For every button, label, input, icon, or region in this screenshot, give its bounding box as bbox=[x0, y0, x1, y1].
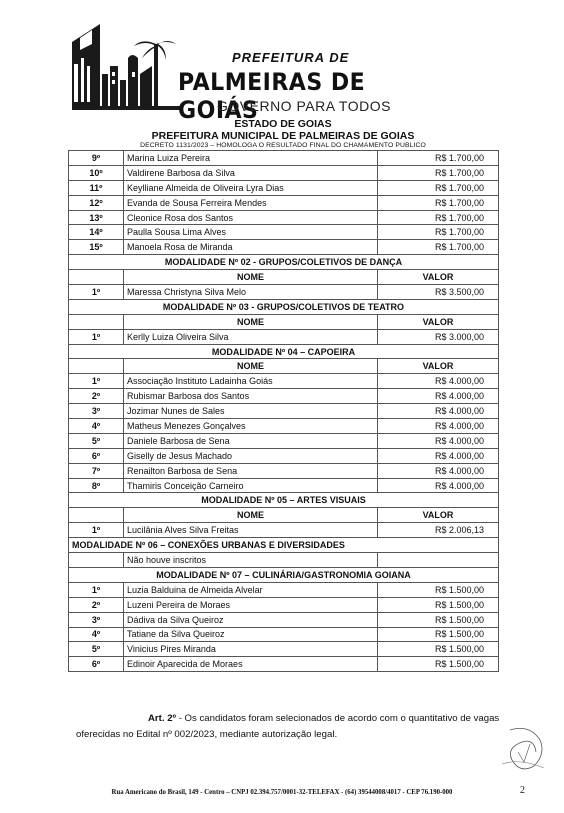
value-cell: R$ 1.700,00 bbox=[378, 225, 499, 240]
page-footer: Rua Americano do Brasil, 149 - Centro – CNPJ 02.394.757/0001-32-TELEFAX - (64) 39544008/4017 - CEP 76.190-000 bbox=[111, 789, 453, 796]
rank-cell: 14º bbox=[69, 225, 124, 240]
table-row bbox=[69, 404, 499, 419]
table-row bbox=[69, 553, 499, 568]
table-row bbox=[69, 642, 499, 657]
table-row bbox=[69, 463, 499, 478]
value-header: VALOR bbox=[378, 270, 499, 285]
rank-cell: 5º bbox=[69, 642, 124, 657]
section-title: MODALIDADE Nº 04 – CAPOEIRA bbox=[69, 344, 499, 359]
section-row bbox=[69, 493, 499, 508]
blank-header-cell bbox=[69, 359, 124, 374]
rank-cell: 2º bbox=[69, 597, 124, 612]
column-header-row bbox=[69, 270, 499, 285]
value-cell: R$ 1.500,00 bbox=[378, 642, 499, 657]
blank-header-cell bbox=[69, 314, 124, 329]
section-title: MODALIDADE Nº 06 – CONEXÕES URBANAS E DIVERSIDADES bbox=[69, 538, 499, 553]
rank-cell: 1º bbox=[69, 582, 124, 597]
column-header-row bbox=[69, 359, 499, 374]
name-cell: Daniele Barbosa de Sena bbox=[124, 433, 378, 448]
table-row bbox=[69, 612, 499, 627]
palm-city-emblem bbox=[72, 14, 182, 114]
value-cell: R$ 1.500,00 bbox=[378, 657, 499, 672]
rank-cell: 10º bbox=[69, 165, 124, 180]
section-row bbox=[69, 567, 499, 582]
rank-cell: 8º bbox=[69, 478, 124, 493]
logo-city-name: PALMEIRAS DE GOIÁS bbox=[178, 68, 366, 124]
table-row bbox=[69, 627, 499, 642]
name-cell: Luzeni Pereira de Moraes bbox=[124, 597, 378, 612]
value-header: VALOR bbox=[378, 314, 499, 329]
table-row bbox=[69, 597, 499, 612]
name-cell: Evanda de Sousa Ferreira Mendes bbox=[124, 195, 378, 210]
value-cell: R$ 1.700,00 bbox=[378, 180, 499, 195]
rank-cell: 3º bbox=[69, 612, 124, 627]
table-row bbox=[69, 285, 499, 300]
rank-cell: 2º bbox=[69, 389, 124, 404]
value-cell: R$ 4.000,00 bbox=[378, 404, 499, 419]
section-row bbox=[69, 344, 499, 359]
name-cell: Matheus Menezes Gonçalves bbox=[124, 419, 378, 434]
rank-cell: 9º bbox=[69, 151, 124, 166]
value-cell: R$ 4.000,00 bbox=[378, 433, 499, 448]
blank-cell bbox=[378, 553, 499, 568]
table-row bbox=[69, 374, 499, 389]
value-cell: R$ 4.000,00 bbox=[378, 419, 499, 434]
name-cell: Manoela Rosa de Miranda bbox=[124, 240, 378, 255]
table-row bbox=[69, 389, 499, 404]
column-header-row bbox=[69, 508, 499, 523]
table-row bbox=[69, 225, 499, 240]
table-row bbox=[69, 151, 499, 166]
value-cell: R$ 4.000,00 bbox=[378, 448, 499, 463]
municipality-heading: PREFEITURA MUNICIPAL DE PALMEIRAS DE GOIAS bbox=[151, 130, 415, 142]
table-row bbox=[69, 523, 499, 538]
name-cell: Cleonice Rosa dos Santos bbox=[124, 210, 378, 225]
table-row bbox=[69, 180, 499, 195]
name-cell: Paulla Sousa Lima Alves bbox=[124, 225, 378, 240]
table-row bbox=[69, 210, 499, 225]
table-row bbox=[69, 329, 499, 344]
name-cell: Rubismar Barbosa dos Santos bbox=[124, 389, 378, 404]
logo-slogan: GOVERNO PARA TODOS bbox=[217, 98, 391, 114]
section-title: MODALIDADE Nº 07 – CULINÁRIA/GASTRONOMIA GOIANA bbox=[69, 567, 499, 582]
rank-cell: 6º bbox=[69, 448, 124, 463]
name-cell: Keylliane Almeida de Oliveira Lyra Dias bbox=[124, 180, 378, 195]
value-cell: R$ 1.700,00 bbox=[378, 165, 499, 180]
rank-cell: 11º bbox=[69, 180, 124, 195]
value-cell: R$ 1.500,00 bbox=[378, 597, 499, 612]
state-heading: ESTADO DE GOIAS bbox=[234, 118, 332, 130]
rank-cell: 5º bbox=[69, 433, 124, 448]
value-cell: R$ 1.700,00 bbox=[378, 195, 499, 210]
value-cell: R$ 1.700,00 bbox=[378, 151, 499, 166]
name-cell: Luzia Balduina de Almeida Alvelar bbox=[124, 582, 378, 597]
section-row bbox=[69, 299, 499, 314]
table-row bbox=[69, 478, 499, 493]
rank-cell: 1º bbox=[69, 329, 124, 344]
results-table-body bbox=[69, 151, 499, 672]
blank-cell bbox=[69, 553, 124, 568]
name-cell: Marina Luiza Pereira bbox=[124, 151, 378, 166]
value-cell: R$ 1.500,00 bbox=[378, 612, 499, 627]
table-row bbox=[69, 419, 499, 434]
value-cell: R$ 2.006,13 bbox=[378, 523, 499, 538]
column-header-row bbox=[69, 314, 499, 329]
rank-cell: 1º bbox=[69, 523, 124, 538]
table-row bbox=[69, 448, 499, 463]
blank-header-cell bbox=[69, 270, 124, 285]
value-cell: R$ 1.500,00 bbox=[378, 627, 499, 642]
rank-cell: 7º bbox=[69, 463, 124, 478]
section-row bbox=[69, 255, 499, 270]
results-table bbox=[68, 150, 499, 672]
section-title: MODALIDADE Nº 03 - GRUPOS/COLETIVOS DE TEATRO bbox=[69, 299, 499, 314]
note-cell: Não houve inscritos bbox=[124, 553, 378, 568]
table-row bbox=[69, 582, 499, 597]
signature-mark bbox=[500, 722, 550, 774]
name-cell: Renailton Barbosa de Sena bbox=[124, 463, 378, 478]
section-title: MODALIDADE Nº 02 - GRUPOS/COLETIVOS DE DANÇA bbox=[69, 255, 499, 270]
name-cell: Jozimar Nunes de Sales bbox=[124, 404, 378, 419]
value-cell: R$ 1.700,00 bbox=[378, 210, 499, 225]
value-cell: R$ 3.000,00 bbox=[378, 329, 499, 344]
blank-header-cell bbox=[69, 508, 124, 523]
article-text: - Os candidatos foram selecionados de acordo com o quantitativo de vagas oferecidas no Edital nº 002/2023, mediante autorização legal. bbox=[76, 713, 500, 740]
article-label: Art. 2º bbox=[148, 713, 177, 724]
rank-cell: 1º bbox=[69, 285, 124, 300]
value-cell: R$ 3.500,00 bbox=[378, 285, 499, 300]
name-header: NOME bbox=[124, 508, 378, 523]
section-title: MODALIDADE Nº 05 – ARTES VISUAIS bbox=[69, 493, 499, 508]
article-2 bbox=[76, 711, 536, 743]
table-row bbox=[69, 240, 499, 255]
name-cell: Dádiva da Silva Queiroz bbox=[124, 612, 378, 627]
name-cell: Tatiane da Silva Queiroz bbox=[124, 627, 378, 642]
name-header: NOME bbox=[124, 314, 378, 329]
name-cell: Kerlly Luiza Oliveira Silva bbox=[124, 329, 378, 344]
value-cell: R$ 4.000,00 bbox=[378, 389, 499, 404]
value-cell: R$ 4.000,00 bbox=[378, 463, 499, 478]
name-cell: Valdirene Barbosa da Silva bbox=[124, 165, 378, 180]
name-cell: Giselly de Jesus Machado bbox=[124, 448, 378, 463]
value-cell: R$ 4.000,00 bbox=[378, 374, 499, 389]
rank-cell: 15º bbox=[69, 240, 124, 255]
table-row bbox=[69, 195, 499, 210]
rank-cell: 13º bbox=[69, 210, 124, 225]
name-cell: Thamiris Conceição Carneiro bbox=[124, 478, 378, 493]
table-row bbox=[69, 657, 499, 672]
name-cell: Lucilânia Alves Silva Freitas bbox=[124, 523, 378, 538]
decree-heading: DECRETO 1131/2023 – HOMOLOGA O RESULTADO FINAL DO CHAMAMENTO PUBLICO bbox=[140, 142, 426, 149]
value-header: VALOR bbox=[378, 359, 499, 374]
name-cell: Associação Instituto Ladainha Goiás bbox=[124, 374, 378, 389]
rank-cell: 4º bbox=[69, 627, 124, 642]
name-cell: Maressa Christyna Silva Melo bbox=[124, 285, 378, 300]
page-number: 2 bbox=[520, 785, 525, 796]
name-header: NOME bbox=[124, 359, 378, 374]
value-header: VALOR bbox=[378, 508, 499, 523]
rank-cell: 1º bbox=[69, 374, 124, 389]
section-row bbox=[69, 538, 499, 553]
rank-cell: 3º bbox=[69, 404, 124, 419]
table-row bbox=[69, 433, 499, 448]
name-cell: Edinoir Aparecida de Moraes bbox=[124, 657, 378, 672]
name-cell: Vinicius Pires Miranda bbox=[124, 642, 378, 657]
table-row bbox=[69, 165, 499, 180]
value-cell: R$ 1.700,00 bbox=[378, 240, 499, 255]
value-cell: R$ 1.500,00 bbox=[378, 582, 499, 597]
logo-prefeitura-text: PREFEITURA DE bbox=[232, 50, 350, 65]
rank-cell: 6º bbox=[69, 657, 124, 672]
rank-cell: 4º bbox=[69, 419, 124, 434]
rank-cell: 12º bbox=[69, 195, 124, 210]
name-header: NOME bbox=[124, 270, 378, 285]
value-cell: R$ 4.000,00 bbox=[378, 478, 499, 493]
